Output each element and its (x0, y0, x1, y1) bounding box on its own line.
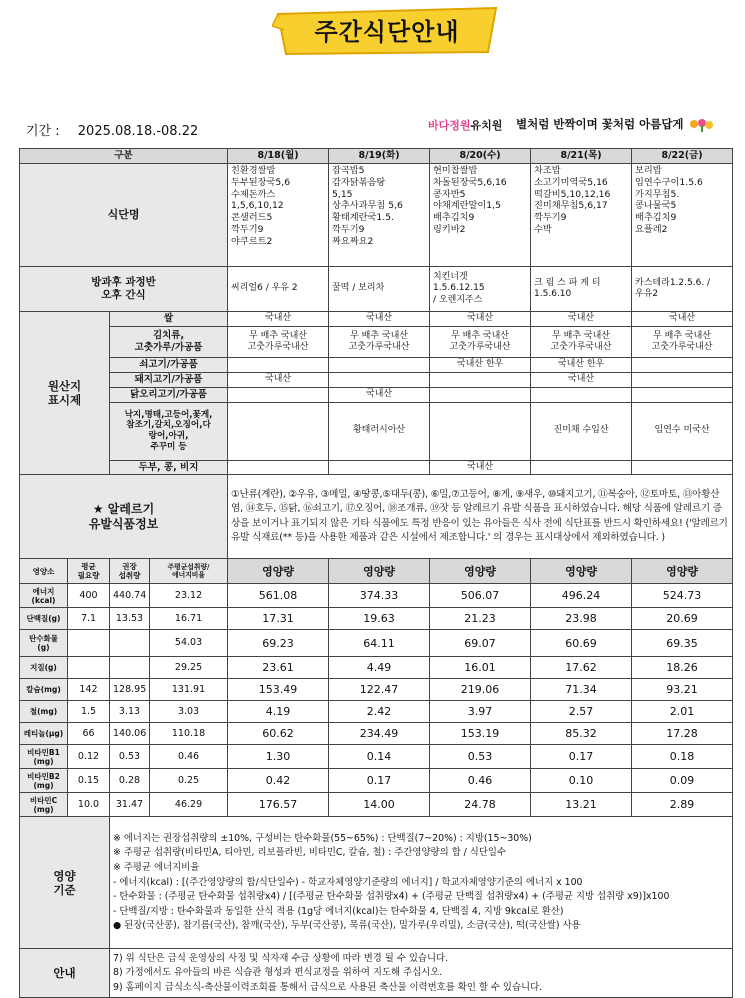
day-header: 8/19(화) (329, 149, 430, 164)
nutrition-value: 18.26 (632, 657, 733, 679)
origin-cell: 국내산 (430, 312, 531, 327)
period (26, 120, 212, 139)
nutrition-row (20, 584, 733, 608)
nutrient-name: 단백질(g) (20, 608, 68, 630)
nutrition-value: 20.69 (632, 608, 733, 630)
nutrition-value: 69.35 (632, 630, 733, 657)
menu-cell: 잡곡밥5 감자닭볶음탕 5,15 상추사과무침 5,6 황태계란국1.5. 깍두기9 짜요짜요2 (329, 164, 430, 267)
nutrition-value: 0.14 (329, 745, 430, 769)
kindergarten-logo (428, 117, 502, 133)
nutrient-name: 지질(g) (20, 657, 68, 679)
snack-row (20, 267, 733, 312)
allergy-text: ①난류(계란), ②우유, ③메밀, ④땅콩,⑤대두(콩), ⑥밀,⑦고등어, ⑧게, ⑨새우, ⑩돼지고기, ⑪복숭아, ⑫토마토, ⑬아황산염, ⑭호두, ⑮닭, ⑯쇠고기, ⑰오징어, ⑱조개류, ⑲잣 등 알레르기 유발 식품을 표시하였습니다. 해당 식품에 알레르기 증상을 보이거나 표기되지 않은 기타 식품에도 특정 반응이 있는 유아들은 식사 전에 식단표를 반드시 확인하세요! ('알레르기 유발 식재료(** 등)을 사용한 제품과 같은 시설에서 제조합니다.' 의 경우는 표시대상에서 제외하였습니다. ) (228, 475, 733, 559)
snack-cell: 씨리얼6 / 우유 2 (228, 267, 329, 312)
nutrient-name: 레티놀(μg) (20, 723, 68, 745)
origin-item: 쇠고기/가공품 (110, 357, 228, 372)
nutrition-value: 561.08 (228, 584, 329, 608)
avg-need-cell: 142 (68, 679, 110, 701)
origin-cell (228, 460, 329, 475)
recommended-cell: 3.13 (110, 701, 150, 723)
avg-need-cell: 7.1 (68, 608, 110, 630)
origin-cell: 국내산 (531, 372, 632, 387)
standard-text (110, 817, 733, 949)
origin-row (20, 312, 733, 327)
nutrition-value: 24.78 (430, 793, 531, 817)
avg-need-cell: 10.0 (68, 793, 110, 817)
weekly-avg-cell: 110.18 (150, 723, 228, 745)
nutrition-day-header: 영양량 (632, 559, 733, 584)
nutrition-value: 1.30 (228, 745, 329, 769)
origin-cell (632, 460, 733, 475)
nutrient-header: 영양소 (20, 559, 68, 584)
motto-text: 별처럼 반짝이며 꽃처럼 아름답게 (516, 117, 684, 131)
nutrition-value: 2.42 (329, 701, 430, 723)
origin-cell (329, 372, 430, 387)
nutrition-value: 0.18 (632, 745, 733, 769)
snack-cell: 카스테라1.2.5.6. / 우유2 (632, 267, 733, 312)
nutrient-name: 철(mg) (20, 701, 68, 723)
nutrition-value: 71.34 (531, 679, 632, 701)
nutrition-value: 176.57 (228, 793, 329, 817)
nutrition-value: 2.57 (531, 701, 632, 723)
origin-cell (329, 460, 430, 475)
title-banner (272, 4, 502, 56)
recommended-cell: 0.53 (110, 745, 150, 769)
standard-line: - 단백질/지방 : 탄수화물과 동일한 산식 적용 (1g당 에너지(kcal)는 탄수화물 4, 단백질 4, 지방 9kcal로 환산) (113, 905, 564, 917)
menu-cell: 현미찹쌀밥 차돌된장국5,6,16 콩자반5 야채계란말이1,5 배추김치9 링키바2 (430, 164, 531, 267)
avg-need-cell (68, 630, 110, 657)
nutrition-value: 13.21 (531, 793, 632, 817)
nutrition-value: 0.09 (632, 769, 733, 793)
recommended-cell: 140.06 (110, 723, 150, 745)
origin-cell: 무 배추 국내산 고춧가루국내산 (531, 326, 632, 357)
nutrition-value: 17.62 (531, 657, 632, 679)
origin-cell (430, 402, 531, 460)
menu-cell: 차조밥 소고기미역국5,16 떡갈비5,10,12,16 진미채무침5,6,17 깍두기9 수박 (531, 164, 632, 267)
header-row (20, 149, 733, 164)
weekly-avg-cell: 0.25 (150, 769, 228, 793)
origin-cell: 무 배추 국내산 고춧가루국내산 (430, 326, 531, 357)
nutrition-row (20, 657, 733, 679)
origin-item: 두부, 콩, 비지 (110, 460, 228, 475)
nutrition-row (20, 701, 733, 723)
nutrition-value: 21.23 (430, 608, 531, 630)
nutrition-value: 19.63 (329, 608, 430, 630)
origin-cell (430, 372, 531, 387)
nutrition-value: 69.23 (228, 630, 329, 657)
origin-cell (228, 387, 329, 402)
origin-item: 돼지고기/가공품 (110, 372, 228, 387)
weekly-avg-cell: 3.03 (150, 701, 228, 723)
nutrient-name: 탄수화물 (g) (20, 630, 68, 657)
origin-cell: 국내산 (430, 460, 531, 475)
nutrition-value: 4.19 (228, 701, 329, 723)
day-header: 8/21(목) (531, 149, 632, 164)
nutrition-row (20, 793, 733, 817)
origin-item: 낙지,명태,고등어,꽃게, 참조기,갈치,오징어,다 랑어,아귀, 주꾸미 등 (110, 402, 228, 460)
nutrient-name: 비타민C (mg) (20, 793, 68, 817)
menu-row (20, 164, 733, 267)
standard-row (20, 817, 733, 949)
notice-row (20, 949, 733, 998)
origin-cell: 국내산 (329, 312, 430, 327)
notice-line: 9) 홈페이지 급식소식-축산물이력조회를 통해서 급식으로 사용된 축산물 이력번호를 확인 할 수 있습니다. (113, 981, 543, 993)
weekly-avg-cell: 23.12 (150, 584, 228, 608)
standard-line: ※ 에너지는 권장섭취량의 ±10%, 구성비는 탄수화물(55~65%) : 단백질(7~20%) : 지방(15~30%) (113, 832, 532, 844)
nutrition-value: 153.49 (228, 679, 329, 701)
nutrition-value: 0.10 (531, 769, 632, 793)
menu-cell: 친환경쌀밥 두부된장국5,6 수제돈까스 1,5,6,10,12 콘샐러드5 깍두기9 야쿠르트2 (228, 164, 329, 267)
nutrition-value: 16.01 (430, 657, 531, 679)
standard-line: - 에너지(kcal) : [(주간영양량의 합/식단일수) - 학교자체영양기준량의 에너지] / 학교자체영양기준의 에너지 x 100 (113, 876, 583, 888)
standard-line: ● 된장(국산콩), 참기름(국산), 참깨(국산), 두부(국산콩), 묵류(국산), 밀가루(우리밀), 소금(국산), 떡(국산쌀) 사용 (113, 920, 581, 932)
period-value: 2025.08.18.-08.22 (77, 124, 199, 139)
origin-label: 원산지 표시제 (20, 312, 110, 475)
origin-row (20, 460, 733, 475)
nutrition-row (20, 745, 733, 769)
snack-label: 방과후 과정반 오후 간식 (20, 267, 228, 312)
origin-cell (531, 387, 632, 402)
nutrient-name: 비타민B2 (mg) (20, 769, 68, 793)
nutrition-value: 2.89 (632, 793, 733, 817)
nutrition-value: 0.17 (531, 745, 632, 769)
nutrition-value: 4.49 (329, 657, 430, 679)
allergy-label: ★ 알레르기 유발식품정보 (20, 475, 228, 559)
nutrition-value: 14.00 (329, 793, 430, 817)
recommended-cell: 128.95 (110, 679, 150, 701)
menu-cell: 보리밥 임연수구이1.5.6 가지무침5. 콩나물국5 배추김치9 요플레2 (632, 164, 733, 267)
origin-cell (531, 460, 632, 475)
standard-line: ※ 주평균 에너지비율 (113, 862, 200, 873)
origin-row (20, 402, 733, 460)
nutrition-value: 23.61 (228, 657, 329, 679)
origin-cell (632, 357, 733, 372)
weekly-avg-cell: 29.25 (150, 657, 228, 679)
nutrition-value: 17.28 (632, 723, 733, 745)
origin-cell: 국내산 (632, 312, 733, 327)
recommended-cell (110, 657, 150, 679)
origin-cell: 황태러시아산 (329, 402, 430, 460)
origin-cell: 국내산 (228, 312, 329, 327)
menu-label: 식단명 (20, 164, 228, 267)
snack-cell: 꿀떡 / 보리차 (329, 267, 430, 312)
recommended-cell: 440.74 (110, 584, 150, 608)
nutrition-value: 219.06 (430, 679, 531, 701)
origin-row (20, 326, 733, 357)
notice-line: 8) 가정에서도 유아들의 바른 식습관 형성과 편식교정을 위하여 지도해 주십시오. (113, 967, 443, 979)
day-header: 8/20(수) (430, 149, 531, 164)
origin-cell: 국내산 한우 (430, 357, 531, 372)
nutrition-value: 506.07 (430, 584, 531, 608)
origin-cell (329, 357, 430, 372)
origin-cell: 국내산 (531, 312, 632, 327)
origin-row (20, 357, 733, 372)
origin-row (20, 387, 733, 402)
nutrition-value: 234.49 (329, 723, 430, 745)
weekly-avg-cell: 46.29 (150, 793, 228, 817)
nutrition-row (20, 630, 733, 657)
category-header: 구분 (20, 149, 228, 164)
avg-need-cell: 66 (68, 723, 110, 745)
origin-item: 김치류, 고춧가루/가공품 (110, 326, 228, 357)
page-title: 주간식단안내 (314, 18, 460, 46)
avg-need-cell: 400 (68, 584, 110, 608)
origin-cell: 무 배추 국내산 고춧가루국내산 (632, 326, 733, 357)
nutrition-row (20, 723, 733, 745)
nutrition-header-row (20, 559, 733, 584)
recommended-cell (110, 630, 150, 657)
origin-cell: 진미채 수입산 (531, 402, 632, 460)
nutrition-value: 64.11 (329, 630, 430, 657)
meal-table (19, 148, 733, 998)
weekly-avg-cell: 0.46 (150, 745, 228, 769)
nutrition-value: 0.42 (228, 769, 329, 793)
kinder-suffix: 유치원 (470, 119, 503, 132)
allergy-row (20, 475, 733, 559)
origin-item: 쌀 (110, 312, 228, 327)
day-header: 8/22(금) (632, 149, 733, 164)
nutrition-day-header: 영양량 (430, 559, 531, 584)
nutrition-value: 0.53 (430, 745, 531, 769)
motto (516, 116, 714, 132)
snack-cell: 크 림 스 파 게 티 1.5.6.10 (531, 267, 632, 312)
nutrition-value: 153.19 (430, 723, 531, 745)
nutrition-value: 496.24 (531, 584, 632, 608)
origin-cell (228, 357, 329, 372)
weekly-avg-cell: 16.71 (150, 608, 228, 630)
avg-need-cell (68, 657, 110, 679)
nutrient-name: 비타민B1 (mg) (20, 745, 68, 769)
weekly-avg-cell: 54.03 (150, 630, 228, 657)
period-label: 기간 : (26, 124, 60, 139)
nutrition-value: 23.98 (531, 608, 632, 630)
day-header: 8/18(월) (228, 149, 329, 164)
standard-line: ※ 주평균 섭취량(비타민A, 티아민, 리보플라빈, 비타민C, 칼슘, 철) : 주간영양량의 합 / 식단일수 (113, 847, 507, 859)
nutrition-value: 85.32 (531, 723, 632, 745)
recommended-cell: 31.47 (110, 793, 150, 817)
nutrition-value: 60.62 (228, 723, 329, 745)
nutrition-row (20, 679, 733, 701)
nutrition-value: 2.01 (632, 701, 733, 723)
avg-need-cell: 0.15 (68, 769, 110, 793)
origin-cell (228, 402, 329, 460)
nutrient-name: 칼슘(mg) (20, 679, 68, 701)
origin-cell (632, 372, 733, 387)
origin-item: 닭오리고기/가공품 (110, 387, 228, 402)
notice-line: 7) 위 식단은 급식 운영상의 사정 및 식자재 수급 상황에 따라 변경 될 수 있습니다. (113, 952, 449, 964)
origin-cell (632, 387, 733, 402)
origin-row (20, 372, 733, 387)
snack-cell: 치킨너겟 1.5.6.12.15 / 오렌지주스 (430, 267, 531, 312)
nutrition-value: 3.97 (430, 701, 531, 723)
nutrition-value: 122.47 (329, 679, 430, 701)
nutrition-value: 374.33 (329, 584, 430, 608)
nutrition-day-header: 영양량 (531, 559, 632, 584)
standard-line: - 탄수화물 : (주평균 탄수화물 섭취량x4) / [(주평균 탄수화물 섭취량x4) + (주평균 단백질 섭취량x4) + (주평균 지방 섭취량 x9)]x100 (113, 891, 670, 903)
nutrition-value: 69.07 (430, 630, 531, 657)
avg-need-cell: 0.12 (68, 745, 110, 769)
origin-cell: 국내산 (329, 387, 430, 402)
origin-cell (430, 387, 531, 402)
recommended-cell: 0.28 (110, 769, 150, 793)
notice-text (110, 949, 733, 998)
weekly-avg-header: 주평균섭취량/ 에너지비율 (150, 559, 228, 584)
nutrition-row (20, 769, 733, 793)
nutrition-row (20, 608, 733, 630)
standard-label: 영양 기준 (20, 817, 110, 949)
nutrition-value: 0.46 (430, 769, 531, 793)
nutrition-value: 17.31 (228, 608, 329, 630)
kinder-brand: 바다정원 (428, 119, 471, 132)
origin-cell: 임연수 미국산 (632, 402, 733, 460)
origin-cell: 무 배추 국내산 고춧가루국내산 (329, 326, 430, 357)
nutrition-day-header: 영양량 (329, 559, 430, 584)
origin-cell: 국내산 한우 (531, 357, 632, 372)
nutrition-value: 60.69 (531, 630, 632, 657)
nutrition-value: 93.21 (632, 679, 733, 701)
nutrition-day-header: 영양량 (228, 559, 329, 584)
nutrient-name: 에너지 (kcal) (20, 584, 68, 608)
avg-need-cell: 1.5 (68, 701, 110, 723)
origin-cell: 국내산 (228, 372, 329, 387)
weekly-avg-cell: 131.91 (150, 679, 228, 701)
avg-need-header: 평균 필요량 (68, 559, 110, 584)
recommended-header: 권장 섭취량 (110, 559, 150, 584)
origin-cell: 무 배추 국내산 고춧가루국내산 (228, 326, 329, 357)
recommended-cell: 13.53 (110, 608, 150, 630)
notice-label: 안내 (20, 949, 110, 998)
nutrition-value: 0.17 (329, 769, 430, 793)
flower-icon (688, 118, 714, 132)
nutrition-value: 524.73 (632, 584, 733, 608)
